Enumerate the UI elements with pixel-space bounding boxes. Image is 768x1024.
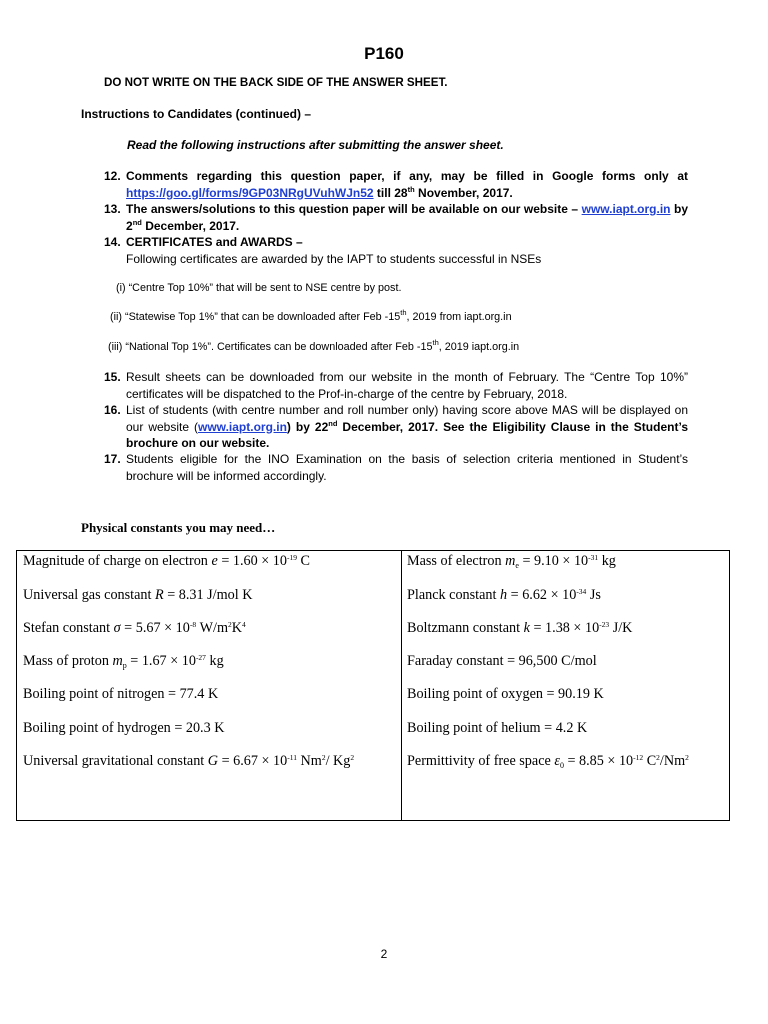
exponent: -31 — [588, 553, 599, 562]
const-symbol: m — [505, 553, 516, 569]
instruction-item-15 — [104, 369, 688, 402]
exponent: 4 — [242, 620, 246, 629]
const-label: Magnitude of charge on electron — [23, 553, 212, 569]
const-value: = 6.67 × 10 — [218, 753, 288, 769]
google-forms-link[interactable]: https://goo.gl/forms/9GP03NRgUVuhWJn52 — [126, 185, 374, 200]
exponent: 2 — [321, 753, 326, 762]
certificate-statewise-top — [110, 308, 512, 323]
const-label: Universal gas constant — [23, 587, 155, 603]
superscript: th — [407, 184, 415, 194]
item-text: December, 2017. — [141, 218, 240, 233]
superscript: th — [400, 308, 407, 317]
const-value: = 9.10 × 10 — [518, 553, 589, 569]
certificate-centre-top: (i) “Centre Top 10%” that will be sent to NSE centre by post. — [116, 282, 402, 294]
const-unit: K — [231, 620, 243, 636]
const-unit: /Nm — [659, 753, 686, 769]
constant-permittivity — [407, 753, 689, 770]
const-label: Planck constant — [407, 587, 500, 603]
const-unit: Js — [586, 587, 601, 603]
const-label: Mass of electron — [407, 553, 506, 569]
constant-bp-hydrogen: Boiling point of hydrogen = 20.3 K — [23, 720, 225, 736]
cert-text: , 2019 iapt.org.in — [438, 341, 520, 353]
const-symbol: σ — [113, 620, 121, 636]
item-number: 17. — [104, 452, 121, 466]
const-unit: J/K — [609, 620, 633, 636]
const-unit: kg — [598, 553, 616, 569]
instruction-item-14 — [104, 234, 688, 267]
const-symbol: k — [523, 620, 530, 636]
instruction-item-16 — [104, 402, 688, 452]
item-text: December, 2017. See the Eligibility Clause in the Student’s brochure on our website. — [126, 419, 689, 450]
item-text: Result sheets can be downloaded from our website in the month of February. The “Centre Top 10%” certificates will be dispatched to the Prof-in-charge of the centre by February, 2018. — [126, 370, 688, 401]
const-unit: C — [643, 753, 657, 769]
website-link[interactable]: www.iapt.org.in — [198, 419, 287, 434]
exponent: -19 — [286, 553, 297, 562]
warning-notice: DO NOT WRITE ON THE BACK SIDE OF THE ANSWER SHEET. — [104, 76, 448, 89]
instruction-item-13 — [104, 201, 688, 234]
item-number: 16. — [104, 403, 121, 417]
subscript: 0 — [559, 761, 564, 770]
const-unit: C — [296, 553, 310, 569]
exponent: 2 — [685, 753, 689, 762]
paper-code: P160 — [364, 44, 404, 63]
certificates-subtext: Following certificates are awarded by the IAPT to students successful in NSEs — [126, 251, 542, 266]
const-value: = 6.62 × 10 — [507, 587, 577, 603]
exponent: -34 — [576, 587, 587, 596]
item-number: 14. — [104, 235, 121, 249]
constant-electron-charge — [23, 553, 310, 570]
const-label: Stefan constant — [23, 620, 114, 636]
exponent: -12 — [633, 753, 644, 762]
instruction-item-17 — [104, 451, 688, 484]
item-number: 13. — [104, 202, 121, 216]
certificate-national-top — [108, 338, 520, 353]
exponent: -11 — [287, 753, 297, 762]
subscript: e — [515, 561, 519, 570]
constants-table — [16, 550, 730, 821]
const-value: = 8.85 × 10 — [563, 753, 634, 769]
exponent: 2 — [350, 753, 355, 762]
const-label: Boltzmann constant — [407, 620, 524, 636]
const-symbol: G — [207, 753, 219, 769]
item-text: Students eligible for the INO Examination on the basis of selection criteria mentioned in Student’s brochure will be informed accordingly. — [126, 452, 688, 483]
constant-gravitation — [23, 753, 354, 770]
exponent: 2 — [656, 753, 660, 762]
item-text: Comments regarding this question paper, if any, may be filled in Google forms only at — [126, 169, 688, 183]
cert-text: (ii) “Statewise Top 1%” that can be downloaded after Feb -15 — [110, 311, 401, 323]
item-number: 15. — [104, 370, 121, 384]
item-text: The answers/solutions to this question paper will be available on our website – — [126, 202, 579, 216]
item-text: till 28 — [373, 185, 408, 200]
const-symbol: m — [112, 653, 123, 669]
cert-text: , 2019 from iapt.org.in — [406, 311, 512, 323]
superscript: nd — [132, 217, 142, 227]
const-value: = 1.38 × 10 — [529, 620, 600, 636]
instructions-heading: Instructions to Candidates (continued) – — [81, 107, 312, 121]
constant-stefan — [23, 620, 246, 637]
const-symbol: h — [500, 587, 508, 603]
const-symbol: R — [155, 587, 164, 603]
exponent: -27 — [195, 653, 206, 662]
superscript: nd — [328, 418, 338, 428]
page-number: 2 — [380, 947, 388, 961]
constants-title: Physical constants you may need… — [81, 520, 276, 535]
subscript: p — [122, 661, 127, 670]
const-unit: / Kg — [325, 753, 351, 769]
const-symbol: e — [211, 553, 218, 569]
cert-text: (iii) “National Top 1%”. Certificates can be downloaded after Feb -15 — [108, 341, 433, 353]
certificates-heading: CERTIFICATES and AWARDS – — [126, 235, 303, 249]
item-text: by 2 — [126, 202, 689, 233]
constant-bp-oxygen: Boiling point of oxygen = 90.19 K — [407, 686, 604, 702]
constant-bp-nitrogen: Boiling point of nitrogen = 77.4 K — [23, 686, 219, 702]
website-link[interactable]: www.iapt.org.in — [581, 202, 671, 216]
item-text: ) by 22 — [286, 419, 329, 434]
exponent: -8 — [189, 620, 197, 629]
constant-boltzmann — [407, 620, 632, 637]
column-divider — [401, 551, 402, 820]
const-unit: Nm — [296, 753, 322, 769]
constant-proton-mass — [23, 653, 224, 670]
const-symbol: ε — [554, 753, 560, 769]
instruction-item-12 — [104, 168, 688, 201]
exponent: 2 — [228, 620, 232, 629]
const-value: = 1.60 × 10 — [217, 553, 287, 569]
const-unit: kg — [205, 653, 224, 669]
const-label: Universal gravitational constant — [23, 753, 208, 769]
item-text: List of students (with centre number and roll number only) having score above MAS will be displayed on our website ( — [126, 403, 688, 434]
read-note: Read the following instructions after submitting the answer sheet. — [127, 138, 504, 152]
const-value: = 5.67 × 10 — [120, 620, 190, 636]
constant-electron-mass — [407, 553, 616, 570]
const-label: Mass of proton — [23, 653, 113, 669]
exponent: -23 — [599, 620, 610, 629]
const-value: = 1.67 × 10 — [126, 653, 196, 669]
const-unit: W/m — [196, 620, 229, 636]
constant-bp-helium: Boiling point of helium = 4.2 K — [407, 720, 588, 736]
const-value: = 8.31 J/mol K — [163, 587, 253, 603]
constant-planck — [407, 587, 601, 604]
superscript: th — [432, 338, 439, 347]
const-label: Permittivity of free space — [407, 753, 555, 769]
constant-faraday: Faraday constant = 96,500 C/mol — [407, 653, 597, 669]
constant-gas — [23, 587, 252, 604]
item-number: 12. — [104, 169, 121, 183]
item-text: November, 2017. — [414, 185, 513, 200]
